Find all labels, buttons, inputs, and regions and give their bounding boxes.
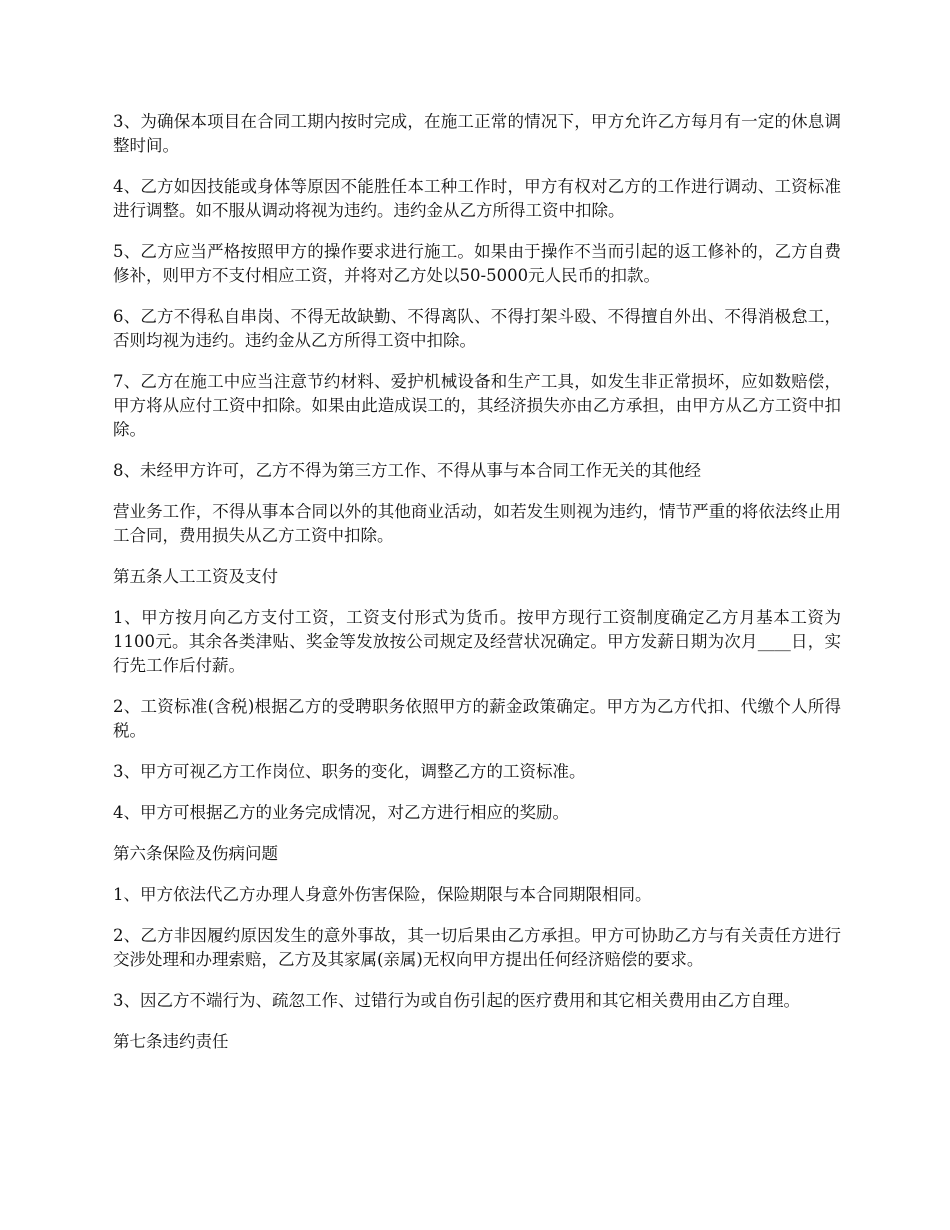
section-heading-article-6: 第六条保险及伤病问题: [113, 844, 278, 863]
document-page: [113, 110, 841, 1071]
clause-6-item-3: 3、因乙方不端行为、疏忽工作、过错行为或自伤引起的医疗费用和其它相关费用由乙方自理。: [113, 991, 800, 1010]
clause-4-item-3: 3、为确保本项目在合同工期内按时完成，在施工正常的情况下，甲方允许乙方每月有一定的休息调整时间。: [113, 112, 841, 155]
clause-5-item-4: 4、甲方可根据乙方的业务完成情况，对乙方进行相应的奖励。: [113, 803, 569, 822]
clause-5-item-1: 1、甲方按月向乙方支付工资，工资支付形式为货币。按甲方现行工资制度确定乙方月基本工资为1100元。其余各类津贴、奖金等发放按公司规定及经营状况确定。甲方发薪日期为次月____日，实行先工作后付薪。: [113, 608, 841, 675]
clause-4-item-6: 6、乙方不得私自串岗、不得无故缺勤、不得离队、不得打架斗殴、不得擅自外出、不得消极怠工，否则均视为违约。违约金从乙方所得工资中扣除。: [113, 307, 841, 350]
clause-4-item-8-continued: 营业务工作，不得从事本合同以外的其他商业活动，如若发生则视为违约，情节严重的将依法终止用工合同，费用损失从乙方工资中扣除。: [113, 502, 841, 545]
clause-6-item-2: 2、乙方非因履约原因发生的意外事故，其一切后果由乙方承担。甲方可协助乙方与有关责任方进行交涉处理和办理索赔，乙方及其家属(亲属)无权向甲方提出任何经济赔偿的要求。: [113, 926, 841, 969]
clause-6-item-1: 1、甲方依法代乙方办理人身意外伤害保险，保险期限与本合同期限相同。: [113, 885, 652, 904]
clause-4-item-5: 5、乙方应当严格按照甲方的操作要求进行施工。如果由于操作不当而引起的返工修补的，乙方自费修补，则甲方不支付相应工资，并将对乙方处以50-5000元人民币的扣款。: [113, 242, 841, 285]
clause-4-item-4: 4、乙方如因技能或身体等原因不能胜任本工种工作时，甲方有权对乙方的工作进行调动、工资标准进行调整。如不服从调动将视为违约。违约金从乙方所得工资中扣除。: [113, 177, 841, 220]
section-heading-article-5: 第五条人工工资及支付: [113, 567, 278, 586]
clause-5-item-3: 3、甲方可视乙方工作岗位、职务的变化，调整乙方的工资标准。: [113, 762, 586, 781]
section-heading-article-7: 第七条违约责任: [113, 1032, 229, 1051]
clause-4-item-8: 8、未经甲方许可，乙方不得为第三方工作、不得从事与本合同工作无关的其他经: [113, 461, 701, 480]
clause-4-item-7: 7、乙方在施工中应当注意节约材料、爱护机械设备和生产工具，如发生非正常损坏，应如数赔偿，甲方将从应付工资中扣除。如果由此造成误工的，其经济损失亦由乙方承担，由甲方从乙方工资中扣除。: [113, 372, 841, 439]
clause-5-item-2: 2、工资标准(含税)根据乙方的受聘职务依照甲方的薪金政策确定。甲方为乙方代扣、代缴个人所得税。: [113, 697, 841, 740]
